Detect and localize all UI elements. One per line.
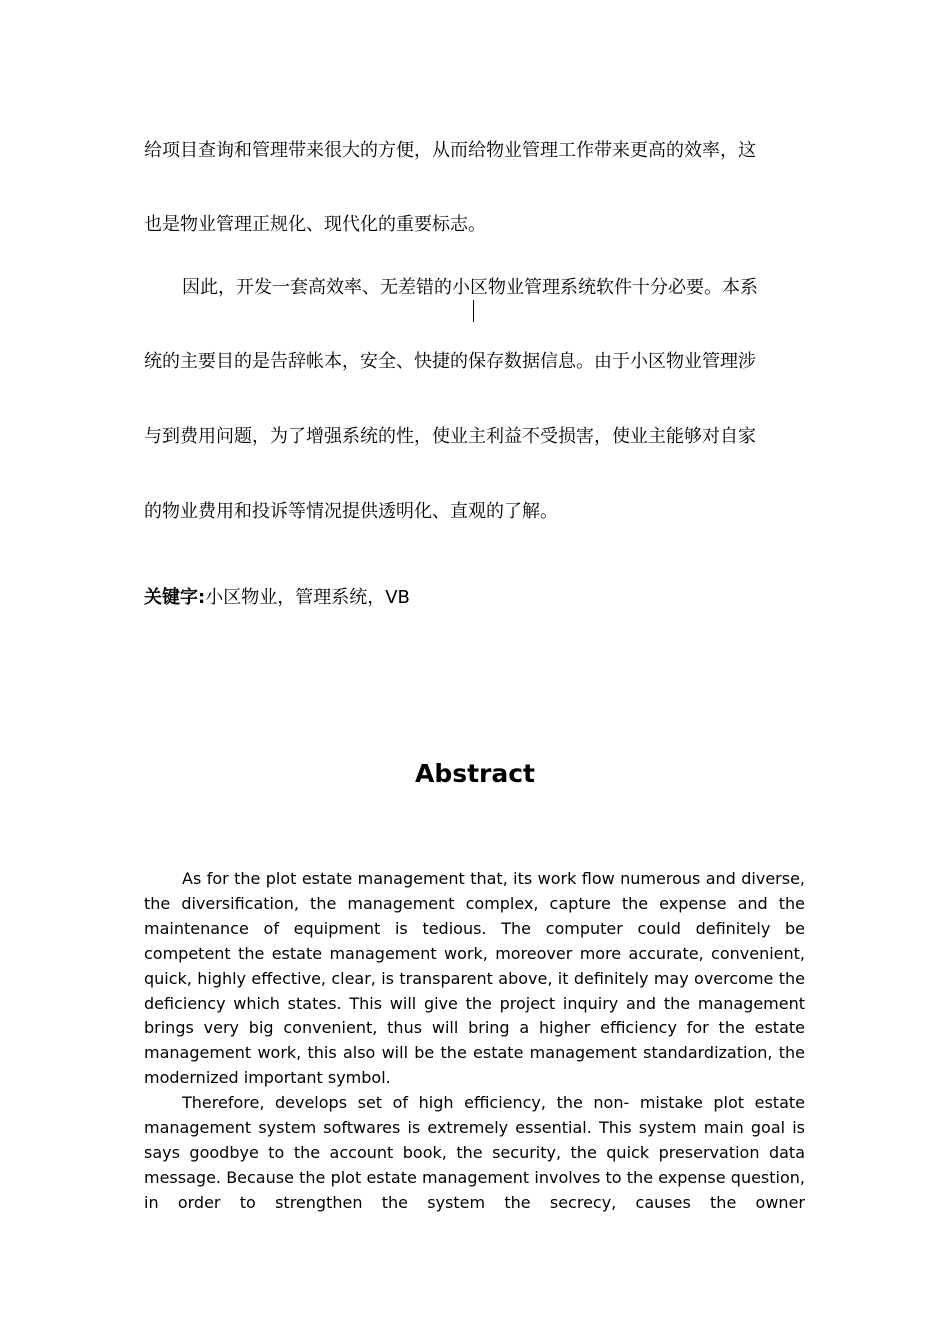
cn-paragraph-line: 因此，开发一套高效率、无差错的小区物业管理系统软件十分必要。本系 (182, 277, 758, 298)
cn-paragraph-line: 的物业费用和投诉等情况提供透明化、直观的了解。 (144, 501, 558, 522)
keywords-line (144, 586, 410, 610)
cn-paragraph-line: 统的主要目的是告辞帐本，安全、快捷的保存数据信息。由于小区物业管理涉 (144, 351, 756, 372)
cn-paragraph-line: 给项目查询和管理带来很大的方便，从而给物业管理工作带来更高的效率，这 (144, 140, 756, 161)
text-cursor (473, 300, 474, 322)
abstract-paragraph: Therefore, develops set of high efficiency, the non- mistake plot estate management system softwares is extremely essential. This system main goal is says goodbye to the account book, the security, the quick preservation data message. Because the plot estate management involves to the expense question, in order to strengthen the system the secrecy, causes the owner (144, 1093, 805, 1212)
cn-paragraph-line: 也是物业管理正规化、现代化的重要标志。 (144, 214, 486, 235)
keywords-value: 小区物业，管理系统，VB (205, 587, 410, 608)
abstract-title: Abstract (414, 759, 536, 788)
abstract-body (144, 867, 805, 1216)
cn-paragraph-line: 与到费用问题，为了增强系统的性，使业主利益不受损害，使业主能够对自家 (144, 426, 756, 447)
abstract-paragraph: As for the plot estate management that, its work flow numerous and diverse, the diversification, the management complex, capture the expense and the maintenance of equipment is tedious. The computer could definitely be competent the estate management work, moreover more accurate, convenient, quick, highly effective, clear, is transparent above, it definitely may overcome the deficiency which states. This will give the project inquiry and the management brings very big convenient, thus will bring a higher efficiency for the estate management work, this also will be the estate management standardization, the modernized important symbol. (144, 869, 805, 1088)
keywords-label: 关键字: (144, 587, 206, 608)
